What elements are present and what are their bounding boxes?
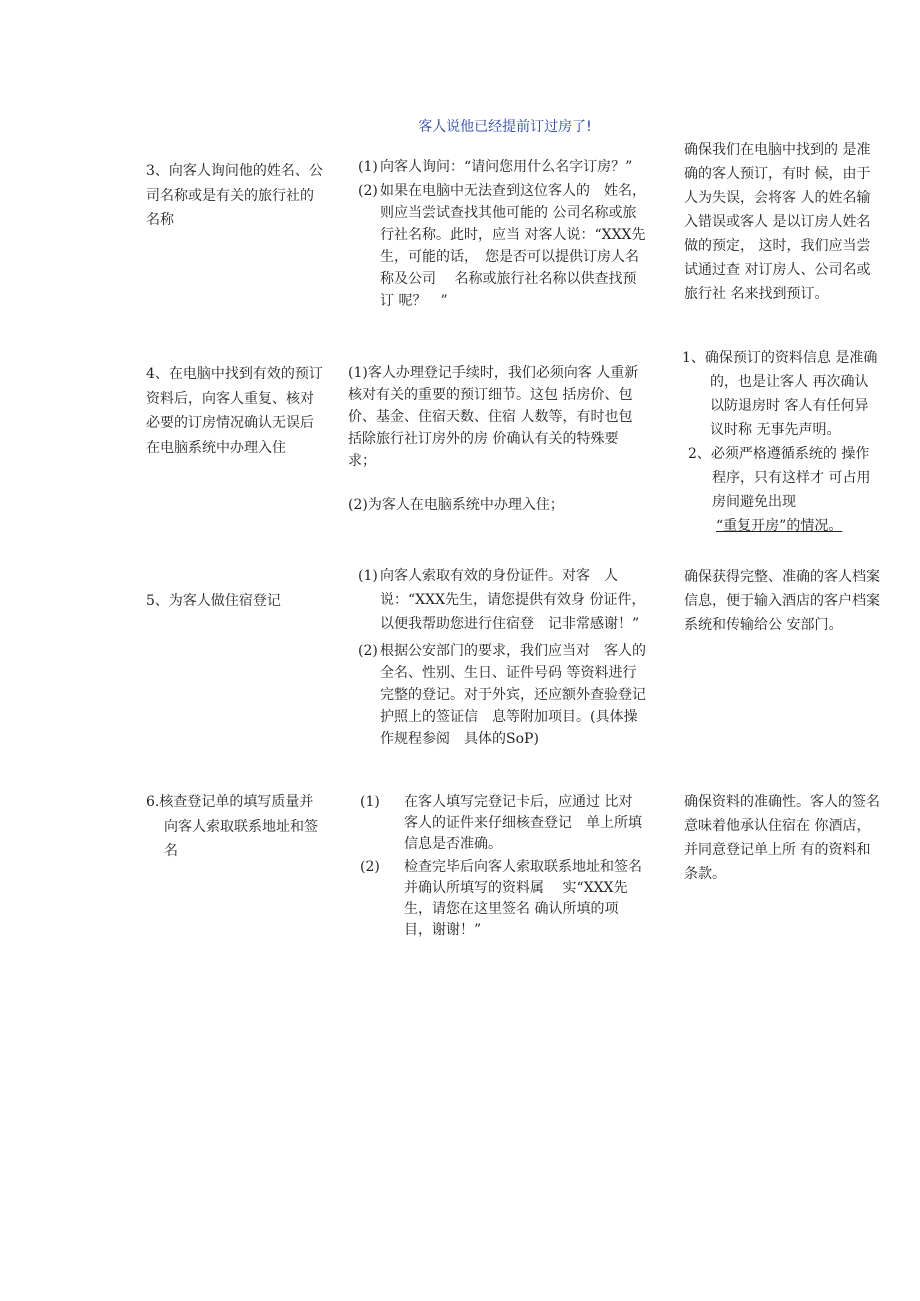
action-item xyxy=(356,640,646,750)
action-number: (2) xyxy=(360,859,380,875)
step-3-reason: 确保我们在电脑中找到的 是准确的客人预订，有时 候，由于人为失误，会将客 人的姓名输入错误或客人 是以订房人姓名做的预定， 这时，我们应当尝试通过查 对订房人、公司名或旅行社 名来找到预订。 xyxy=(684,142,871,302)
step-4-label: 4、在电脑中找到有效的预订资料后，向客人重复、核对必要的订房情况确认无误后在电脑系统中办理入住 xyxy=(146,366,323,456)
action-text: 根据公安部门的要求，我们应当对 客人的全名、性别、生日、证件号码 等资料进行完整的登记。对于外宾，还应额外查验登记护照上的签证信 息等附加项目。(具体操作规程参阅 具体的SoP) xyxy=(380,643,646,747)
page-title: 客人说他已经提前订过房了! xyxy=(418,119,592,135)
action-number: (2) xyxy=(358,643,378,659)
action-item xyxy=(356,857,646,941)
action-item xyxy=(356,180,646,312)
step-3-actions xyxy=(356,156,646,312)
step-6-label: 6.核查登记单的填写质量并向客人索取联系地址和签名 xyxy=(146,794,318,859)
step-4-actions xyxy=(348,362,646,516)
action-text: 如果在电脑中无法查到这位客人的 姓名，则应当尝试查找其他可能的 公司名称或旅行社名称。此时，应当 对客人说：“XXX先生，可能的话， 您是否可以提供订房人名称及公司 名称或旅行社名称以供查找预订 呢？ ” xyxy=(380,183,646,309)
action-text: 为客人在电脑系统中办理入住； xyxy=(367,497,564,513)
step-5-actions xyxy=(356,564,646,750)
action-text: 在客人填写完登记卡后，应通过 比对客人的证件来仔细核查登记 单上所填信息是否准确。 xyxy=(404,794,642,852)
action-text: 向客人询问：“请问您用什么名字订房？” xyxy=(380,159,633,175)
action-number: (1) xyxy=(348,365,368,381)
action-number: (1) xyxy=(360,794,380,810)
step-4-reason xyxy=(682,346,878,538)
reason-item: 2、必须严格遵循系统的 操作程序，只有这样才 可占用房间避免出现 xyxy=(688,446,871,510)
action-text: 向客人索取有效的身份证件。对客 人说：“XXX先生，请您提供有效身 份证件，以便我帮助您进行住宿登 记非常感谢！” xyxy=(380,568,646,632)
action-item xyxy=(356,792,646,855)
step-6-actions xyxy=(356,792,646,941)
reason-item: 1、确保预订的资料信息 是准确的，也是让客人 再次确认以防退房时 客人有任何异议时称 无事先声明。 xyxy=(682,350,878,438)
action-item xyxy=(356,156,646,178)
action-text: 客人办理登记手续时，我们必须向客 人重新核对有关的重要的预订细节。这包 括房价、包价、基金、住宿天数、住宿 人数等，有时也包括除旅行社订房外的房 价确认有关的特殊要求； xyxy=(348,365,639,469)
reason-item: “重复开房”的情况。 xyxy=(716,518,843,534)
action-number: (1) xyxy=(358,159,378,175)
action-number: (2) xyxy=(358,183,378,199)
step-6-reason: 确保资料的准确性。客人的签名意味着他承认住宿在 你酒店，并同意登记单上所 有的资料和条款。 xyxy=(684,794,880,882)
step-5-label: 5、为客人做住宿登记 xyxy=(146,593,281,609)
action-item xyxy=(348,494,646,516)
action-item xyxy=(348,362,646,472)
action-number: (1) xyxy=(358,568,378,584)
action-number: (2) xyxy=(348,497,368,513)
action-text: 检查完毕后向客人索取联系地址和签名并确认所填写的资料属 实“XXX先生，请您在这里签名 确认所填的项目，谢谢！” xyxy=(404,859,642,938)
action-item xyxy=(356,564,646,636)
step-5-reason: 确保获得完整、准确的客人档案信息，便于输入酒店的客户档案系统和传输给公 安部门。 xyxy=(684,569,880,633)
step-3-label: 3、向客人询问他的姓名、公司名称或是有关的旅行社的名称 xyxy=(146,163,323,228)
